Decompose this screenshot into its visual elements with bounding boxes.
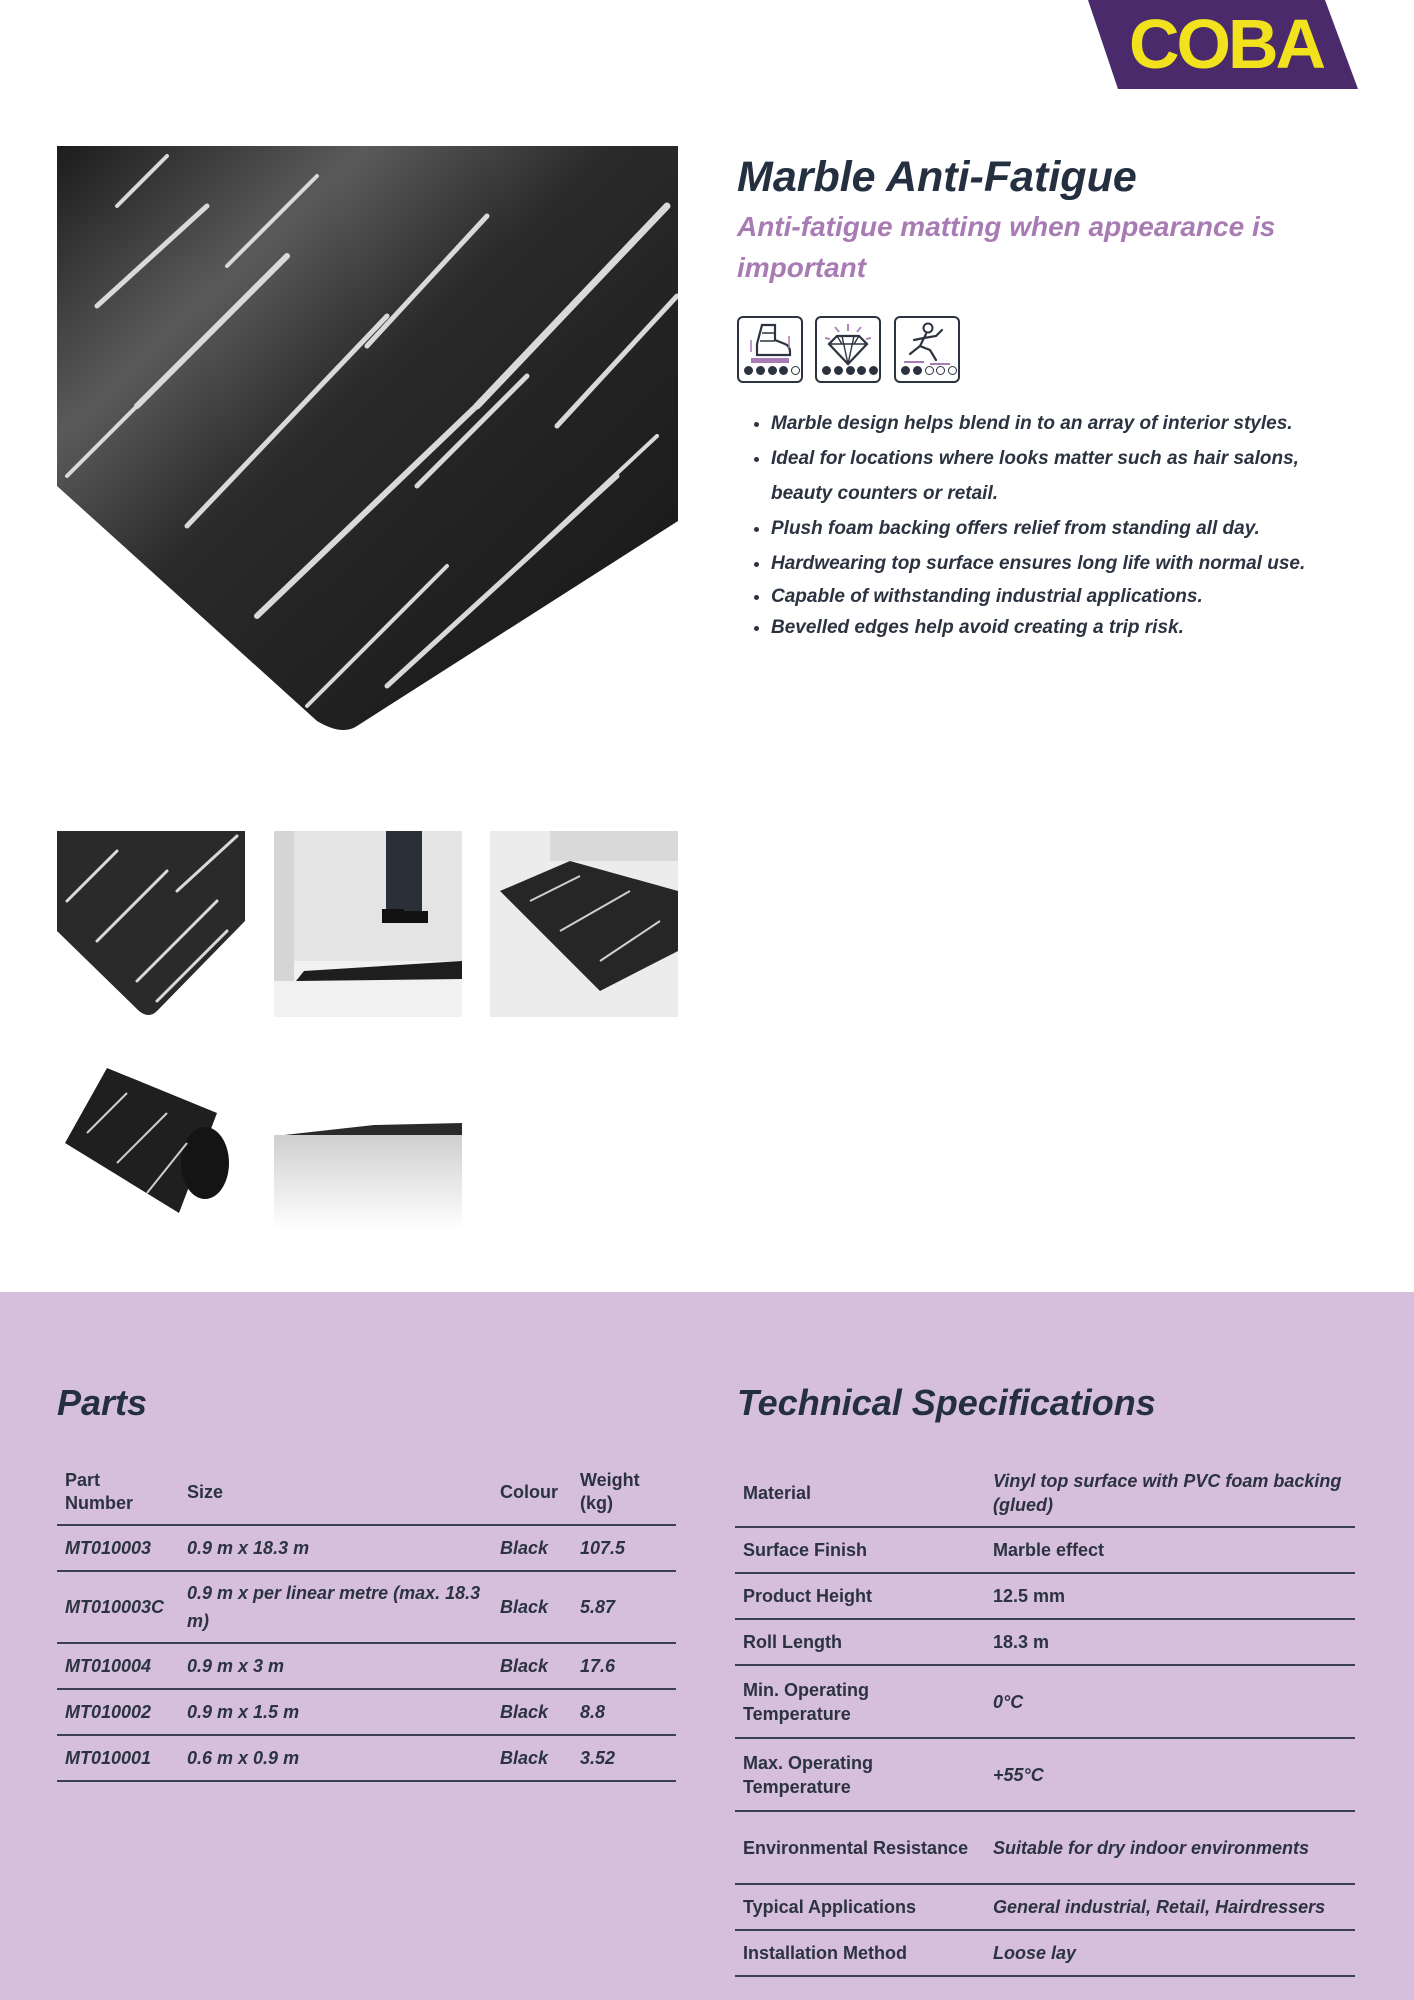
tech-specs-table [735, 1460, 1355, 1977]
durability-rating [815, 316, 881, 383]
parts-title: Parts [57, 1382, 148, 1423]
column-header: Size [187, 1481, 224, 1502]
column-header: Part Number [65, 1470, 134, 1513]
spec-value: Suitable for dry indoor environments [985, 1811, 1355, 1884]
spec-row [735, 1738, 1355, 1811]
spec-row [735, 1460, 1355, 1527]
spec-label: Surface Finish [735, 1527, 985, 1573]
spec-value: 12.5 mm [985, 1573, 1355, 1619]
table-row: MT010003 0.9 m x 18.3 m Black 107.5 [57, 1525, 676, 1571]
spec-row [735, 1619, 1355, 1665]
spec-row [735, 1811, 1355, 1884]
spec-value: Marble effect [985, 1527, 1355, 1573]
product-subtitle: Anti-fatigue matting when appearance is important [737, 211, 1276, 283]
slip-resistance-rating [894, 316, 960, 383]
column-header: Weight (kg) [580, 1470, 640, 1513]
spec-value: General industrial, Retail, Hairdressers [985, 1884, 1355, 1930]
table-row: MT010002 0.9 m x 1.5 m Black 8.8 [57, 1689, 676, 1735]
anti-fatigue-boot-icon [745, 322, 795, 366]
table-row: MT010003C 0.9 m x per linear metre (max. 18.3 m) Black 5.87 [57, 1571, 676, 1643]
feature-item: • Ideal for locations where looks matter such as hair salons, beauty counters or retail. [771, 441, 1351, 511]
feature-item: • Marble design helps blend in to an array of interior styles. [771, 406, 1351, 441]
spec-row [735, 1527, 1355, 1573]
rating-dots [901, 366, 957, 378]
feature-item: • Hardwearing top surface ensures long life with normal use. [771, 546, 1351, 581]
spec-label: Min. Operating Temperature [735, 1665, 985, 1738]
spec-value: 0°C [985, 1665, 1355, 1738]
thumbnail-in-use[interactable] [274, 831, 462, 1017]
spec-value: Vinyl top surface with PVC foam backing (glued) [985, 1460, 1355, 1527]
feature-item: • Plush foam backing offers relief from standing all day. [771, 511, 1351, 546]
thumbnail-roll[interactable] [57, 1053, 245, 1239]
spec-label: Environmental Resistance [735, 1811, 985, 1884]
feature-list [737, 406, 1351, 643]
feature-item: • Bevelled edges help avoid creating a trip risk. [771, 612, 1351, 643]
diamond-durability-icon [823, 322, 873, 366]
spec-row [735, 1884, 1355, 1930]
thumbnail-floor[interactable] [490, 831, 678, 1017]
spec-row [735, 1930, 1355, 1976]
spec-value: +55°C [985, 1738, 1355, 1811]
feature-item: • Capable of withstanding industrial applications. [771, 581, 1351, 612]
thumbnail-bevel-edge[interactable] [274, 1053, 462, 1239]
rating-dots [822, 366, 878, 378]
spec-row [735, 1573, 1355, 1619]
spec-label: Product Height [735, 1573, 985, 1619]
spec-label: Roll Length [735, 1619, 985, 1665]
spec-row [735, 1665, 1355, 1738]
parts-table [57, 1460, 676, 1782]
table-row: MT010004 0.9 m x 3 m Black 17.6 [57, 1643, 676, 1689]
anti-fatigue-rating [737, 316, 803, 383]
product-title: Marble Anti-Fatigue [737, 153, 1137, 201]
rating-dots [744, 366, 800, 378]
logo-text: COBA [1128, 5, 1324, 83]
tech-specs-title: Technical Specifications [737, 1382, 1156, 1423]
spec-value: Loose lay [985, 1930, 1355, 1976]
parts-header-row [57, 1460, 676, 1525]
spec-value: 18.3 m [985, 1619, 1355, 1665]
slip-resistance-icon [902, 322, 952, 366]
column-header: Colour [500, 1481, 558, 1502]
spec-label: Installation Method [735, 1930, 985, 1976]
spec-label: Typical Applications [735, 1884, 985, 1930]
spec-label: Max. Operating Temperature [735, 1738, 985, 1811]
spec-label: Material [735, 1460, 985, 1527]
table-row: MT010001 0.6 m x 0.9 m Black 3.52 [57, 1735, 676, 1781]
main-product-image [57, 146, 678, 732]
coba-logo [1088, 0, 1358, 89]
thumbnail-corner[interactable] [57, 831, 245, 1017]
